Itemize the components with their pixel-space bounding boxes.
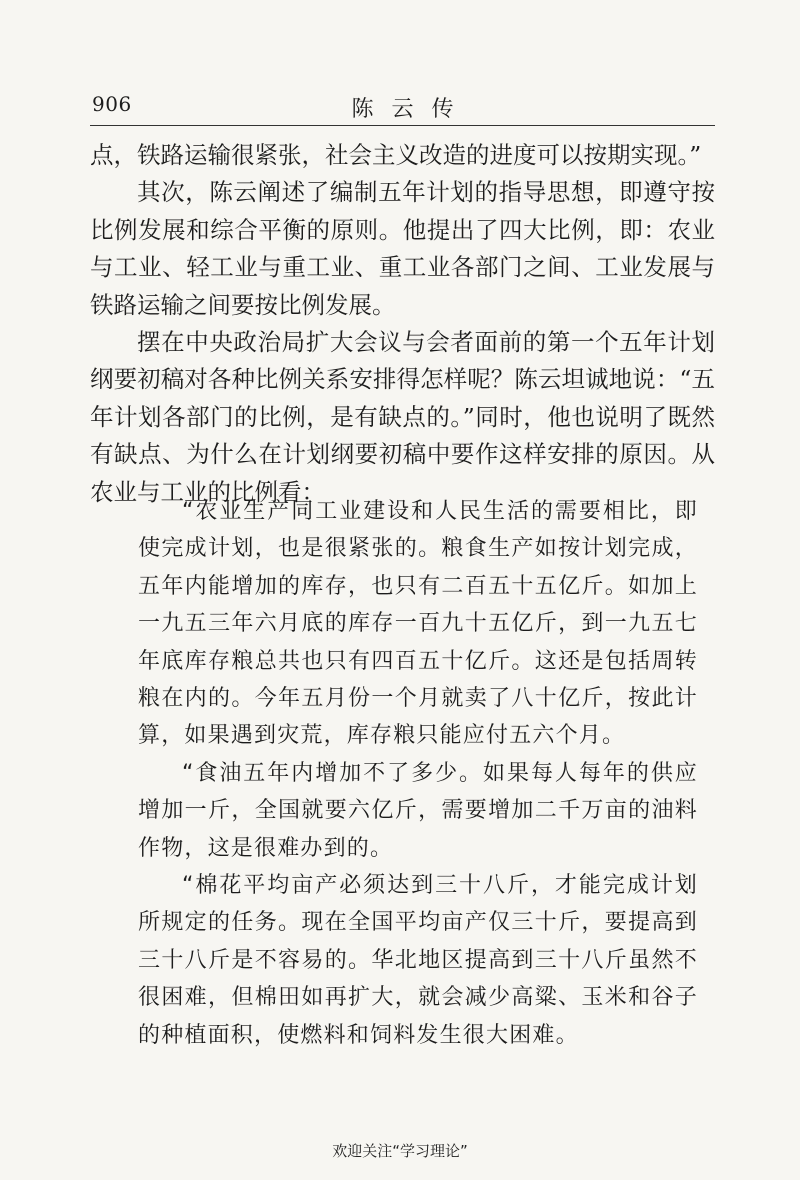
body-paragraph-3: 摆在中央政治局扩大会议与会者面前的第一个五年计划纲要初稿对各种比例关系安排得怎样呢？陈云坦诚地说：“五年计划各部门的比例，是有缺点的。”同时，他也说明了既然有缺点、为什么在计划纲要初稿中要作这样安排的原因。从农业与工业的比例看：: [90, 328, 715, 506]
quote-paragraph-3: “棉花平均亩产必须达到三十八斤，才能完成计划所规定的任务。现在全国平均亩产仅三十斤，要提高到三十八斤是不容易的。华北地区提高到三十八斤虽然不很困难，但棉田如再扩大，就会减少高粱、玉米和谷子的种植面积，使燃料和饲料发生很大困难。: [138, 873, 698, 1048]
body-paragraph-1: 点，铁路运输很紧张，社会主义改造的进度可以按期实现。”: [90, 141, 702, 169]
page-footer: 欢迎关注“学习理论”: [332, 1142, 468, 1160]
quote-paragraph-2: “食油五年内增加不了多少。如果每人每年的供应增加一斤，全国就要六亿斤，需要增加二千万亩的油料作物，这是很难办到的。: [138, 760, 698, 861]
quote-paragraph-1: “农业生产同工业建设和人民生活的需要相比，即使完成计划，也是很紧张的。粮食生产如按计划完成，五年内能增加的库存，也只有二百五十五亿斤。如加上一九五三年六月底的库存一百九十五亿斤，到一九五七年底库存粮总共也只有四百五十亿斤。这还是包括周转粮在内的。今年五月份一个月就卖了八十亿斤，按此计算，如果遇到灾荒，库存粮只能应付五六个月。: [138, 499, 698, 749]
running-title: 陈云传: [351, 97, 472, 122]
block-quote: [138, 493, 698, 1054]
body-paragraph-2: 其次，陈云阐述了编制五年计划的指导思想，即遵守按比例发展和综合平衡的原则。他提出了四大比例，即：农业与工业、轻工业与重工业、重工业各部门之间、工业发展与铁路运输之间要按比例发展。: [90, 178, 715, 319]
page-header: [90, 92, 715, 126]
header-rule: [90, 125, 715, 126]
page-number: 906: [92, 92, 132, 116]
body-text: [90, 137, 715, 511]
